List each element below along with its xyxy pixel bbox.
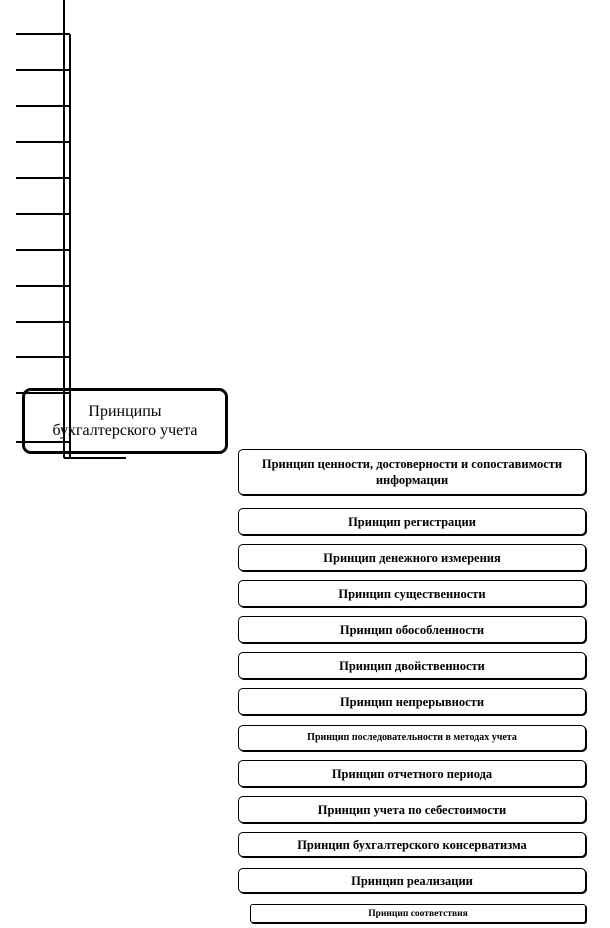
principle-label: Принцип последовательности в методах учета [307, 732, 517, 743]
principle-node [238, 832, 586, 857]
principle-label: Принцип регистрации [348, 514, 476, 529]
principle-label: Принцип денежного измерения [323, 550, 501, 565]
root-label-line2: бухгалтерского учета [52, 422, 198, 439]
principle-node [238, 616, 586, 643]
principle-label: Принцип двойственности [339, 658, 485, 673]
principle-node [238, 688, 586, 715]
root-label-line1: Принципы [88, 403, 162, 420]
principle-node [238, 760, 586, 787]
principle-node [238, 796, 586, 823]
principle-node [238, 580, 586, 607]
principle-node [238, 868, 586, 893]
principle-node [238, 449, 586, 495]
principle-label: Принцип отчетного периода [331, 766, 493, 781]
principle-node [238, 544, 586, 571]
principle-label: Принцип обособленности [339, 622, 485, 637]
principle-label: Принцип существенности [338, 586, 486, 601]
principle-node [238, 652, 586, 679]
principle-label: Принцип непрерывности [339, 694, 485, 709]
principle-node [250, 904, 586, 923]
root-node [22, 388, 228, 454]
principle-node [238, 508, 586, 535]
principle-label: Принцип учета по себестоимости [317, 802, 507, 817]
principle-label: Принцип соответствия [368, 908, 468, 919]
principle-node [238, 725, 586, 751]
root-label [52, 402, 197, 440]
principle-label: Принцип реализации [351, 873, 473, 888]
principle-label: Принцип ценности, достоверности и сопоставимости информации [261, 457, 563, 487]
principle-label: Принцип бухгалтерского консерватизма [297, 837, 527, 852]
